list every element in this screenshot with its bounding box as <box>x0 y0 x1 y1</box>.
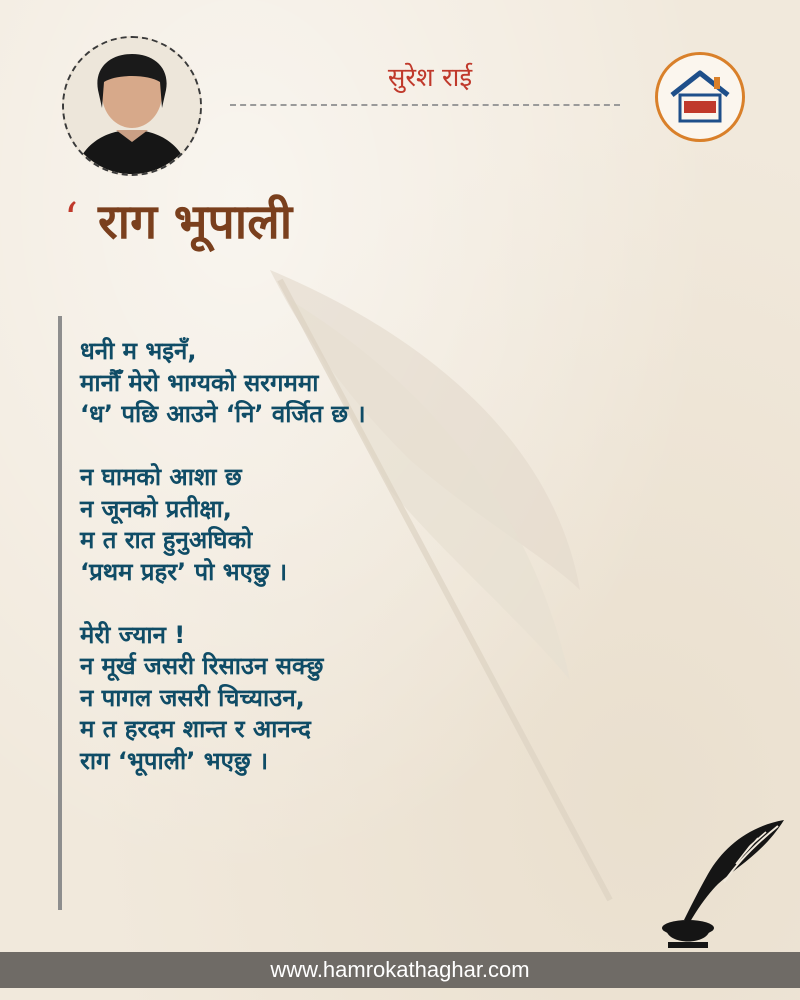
author-name: सुरेश राई <box>387 63 473 93</box>
poem-left-rule <box>58 316 62 910</box>
poem-line: न मूर्ख जसरी रिसाउन सक्छु <box>80 652 324 680</box>
title-quote-mark: ‘ <box>64 194 78 245</box>
author-avatar <box>62 36 202 176</box>
site-logo[interactable] <box>655 52 745 142</box>
poem-line: म त हरदम शान्त र आनन्द <box>80 715 311 743</box>
poem-line: न पागल जसरी चिच्याउन, <box>80 683 305 712</box>
poem-stanza-1 <box>80 336 366 431</box>
poem-line: ‘ध’ पछि आउने ‘नि’ वर्जित छ । <box>80 400 366 428</box>
poem-stanza-2 <box>80 462 366 588</box>
house-logo-icon <box>658 55 742 139</box>
poem-line: म त रात हुनुअघिको <box>80 526 253 554</box>
poem-body <box>80 336 366 777</box>
quill-inkpot-icon <box>654 812 794 952</box>
footer-bar <box>0 952 800 988</box>
website-link[interactable]: www.hamrokathaghar.com <box>270 957 530 982</box>
poem-line: धनी म भइनँ, <box>80 337 197 365</box>
poem-line: न घामको आशा छ <box>80 463 242 491</box>
poem-line: राग ‘भूपाली’ भएछु । <box>80 746 269 775</box>
poem-stanza-3 <box>80 620 366 778</box>
poem-title: राग भूपाली <box>98 194 293 250</box>
header-divider <box>230 104 620 106</box>
poem-line: मेरी ज्यान ! <box>80 620 186 649</box>
poem-line: न जूनको प्रतीक्षा, <box>80 494 232 523</box>
poem-line: ‘प्रथम प्रहर’ पो भएछु । <box>80 557 288 586</box>
author-photo-icon <box>64 38 200 174</box>
poem-line: मानौँ मेरो भाग्यको सरगममा <box>80 368 319 397</box>
